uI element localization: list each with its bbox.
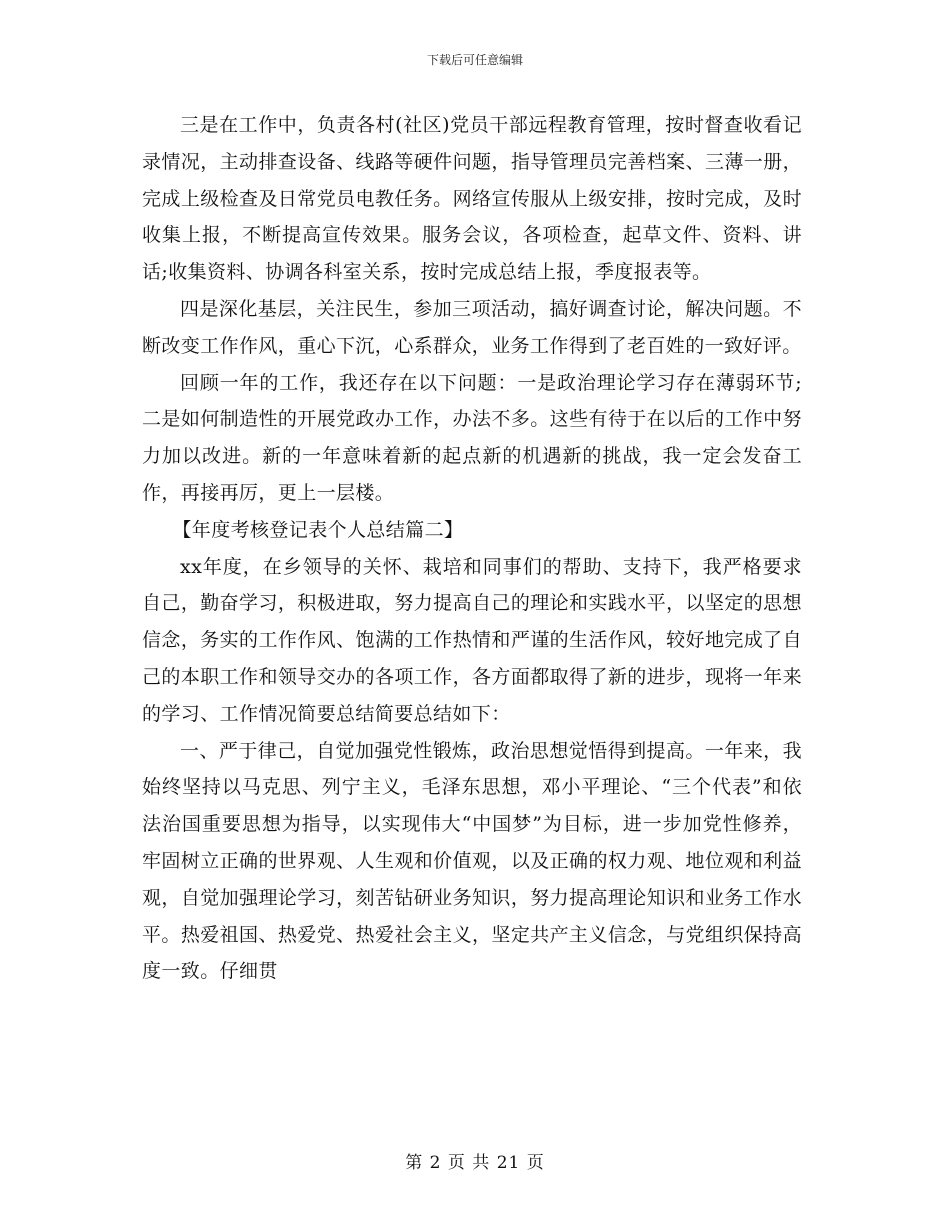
page-number: 第 2 页 共 21 页 [405, 1153, 545, 1173]
paragraph-point-three: 三是在工作中，负责各村(社区)党员干部远程教育管理，按时督查收看记录情况，主动排查设备、线路等硬件问题，指导管理员完善档案、三薄一册，完成上级检查及日常党员电教任务。网络宣传服从上级安排，按时完成，及时收集上报，不断提高宣传效果。服务会议，各项检查，起草文件、资料、讲话;收集资料、协调各科室关系，按时完成总结上报，季度报表等。 [142, 114, 802, 284]
document-body [142, 107, 802, 990]
page-header: 下载后可任意编辑 [426, 53, 523, 67]
paragraph-point-four: 四是深化基层，关注民生，参加三项活动，搞好调查讨论，解决问题。不断改变工作作风，重心下沉，心系群众，业务工作得到了老百姓的一致好评。 [142, 297, 802, 357]
paragraph-review: 回顾一年的工作，我还存在以下问题：一是政治理论学习存在薄弱环节;二是如何制造性的开展党政办工作，办法不多。这些有待于在以后的工作中努力加以改进。新的一年意味着新的起点新的机遇新的挑战，我一定会发奋工作，再接再厉，更上一层楼。 [142, 371, 802, 504]
paragraph-point-one: 一、严于律己，自觉加强党性锻炼，政治思想觉悟得到提高。一年来，我始终坚持以马克思、列宁主义，毛泽东思想，邓小平理论、“三个代表”和依法治国重要思想为指导，以实现伟大“中国梦”为目标，进一步加党性修养，牢固树立正确的世界观、人生观和价值观，以及正确的权力观、地位观和利益观，自觉加强理论学习，刻苦钻研业务知识，努力提高理论知识和业务工作水平。热爱祖国、热爱党、热爱社会主义，坚定共产主义信念，与党组织保持高度一致。仔细贯 [142, 739, 802, 983]
section-heading: 【年度考核登记表个人总结篇二】 [172, 518, 464, 541]
paragraph-intro: xx年度，在乡领导的关怀、栽培和同事们的帮助、支持下，我严格要求自己，勤奋学习，积极进取，努力提高自己的理论和实践水平，以坚定的思想信念，务实的工作作风、饱满的工作热情和严谨的生活作风，较好地完成了自己的本职工作和领导交办的各项工作，各方面都取得了新的进步，现将一年来的学习、工作情况简要总结简要总结如下： [142, 555, 802, 725]
